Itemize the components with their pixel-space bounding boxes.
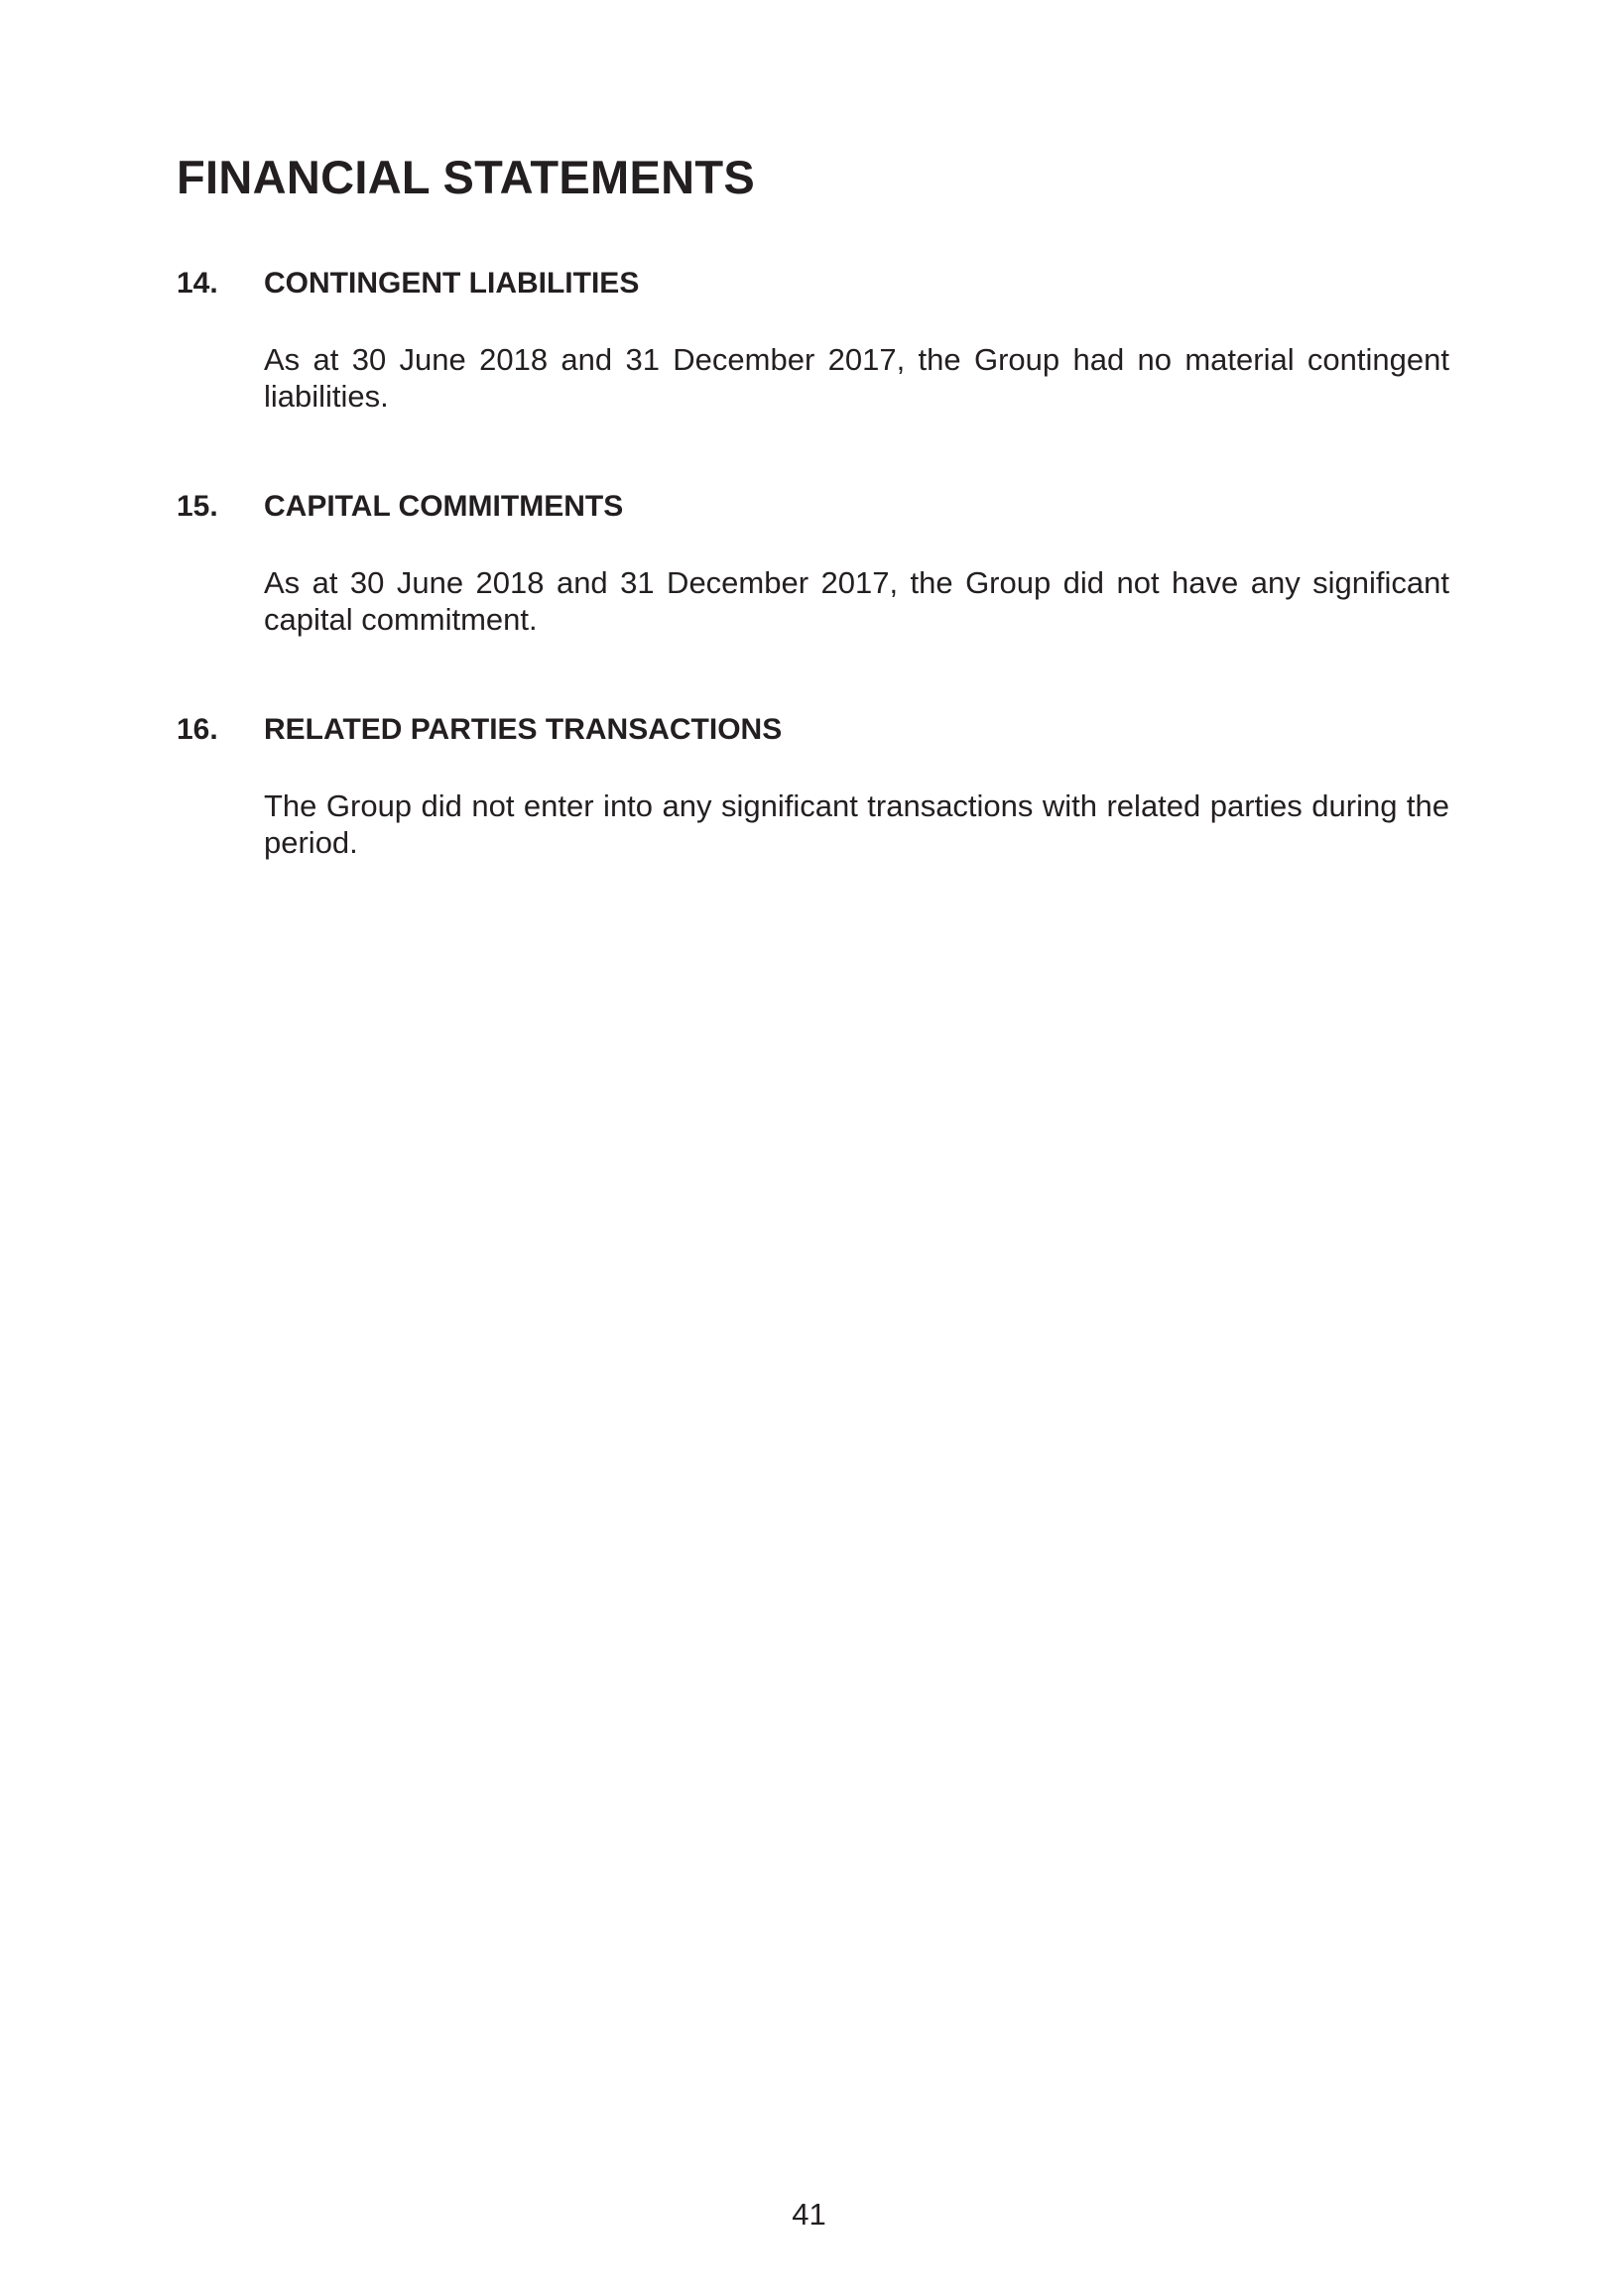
note-heading: [177, 489, 1449, 525]
note-heading: [177, 712, 1449, 748]
note-title: CAPITAL COMMITMENTS: [264, 490, 624, 523]
page-number: 41: [792, 2197, 826, 2232]
note-body: As at 30 June 2018 and 31 December 2017, the Group did not have any significant capital commitment.: [264, 565, 1449, 637]
page-title: FINANCIAL STATEMENTS: [177, 151, 756, 203]
note-number: 16.: [177, 713, 218, 746]
note-capital-commitments: [177, 489, 1449, 638]
note-body: As at 30 June 2018 and 31 December 2017, the Group had no material contingent liabilities.: [264, 342, 1449, 414]
note-body: The Group did not enter into any significant transactions with related parties during the period.: [264, 788, 1449, 860]
note-heading: [177, 266, 1449, 302]
note-related-parties-transactions: [177, 712, 1449, 861]
note-title: RELATED PARTIES TRANSACTIONS: [264, 713, 783, 746]
note-contingent-liabilities: [177, 266, 1449, 415]
note-number: 15.: [177, 490, 218, 523]
note-number: 14.: [177, 267, 218, 300]
note-title: CONTINGENT LIABILITIES: [264, 267, 640, 300]
